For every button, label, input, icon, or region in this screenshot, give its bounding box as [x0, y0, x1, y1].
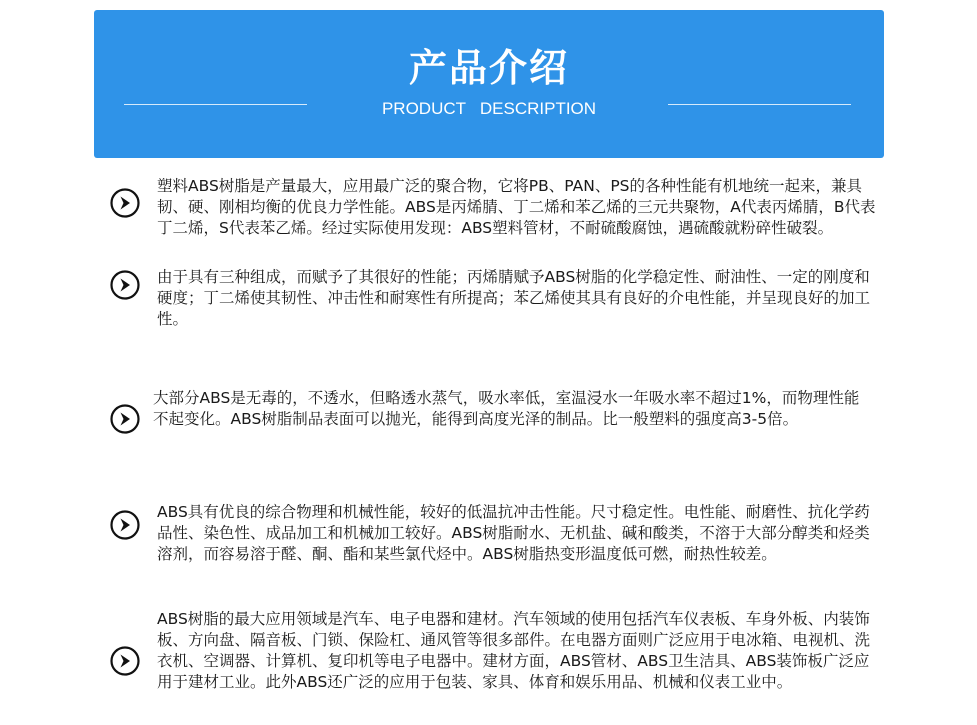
arrow-circle-icon	[110, 404, 140, 434]
header-banner	[94, 10, 884, 158]
paragraph-2: 由于具有三种组成，而赋予了其很好的性能；丙烯腈赋予ABS树脂的化学稳定性、耐油性、一定的刚度和硬度；丁二烯使其韧性、冲击性和耐寒性有所提高；苯乙烯使其具有良好的介电性能，并呈现良好的加工性。	[157, 268, 871, 328]
paragraph-5: ABS树脂的最大应用领域是汽车、电子电器和建材。汽车领域的使用包括汽车仪表板、车身外板、内装饰板、方向盘、隔音板、门锁、保险杠、通风管等很多部件。在电器方面则广泛应用于电冰箱、电视机、洗衣机、空调器、计算机、复印机等电子电器中。建材方面，ABS管材、ABS卫生洁具、ABS装饰板广泛应用于建材工业。此外ABS还广泛的应用于包装、家具、体育和娱乐用品、机械和仪表工业中。	[157, 610, 871, 691]
page-subtitle: PRODUCT DESCRIPTION	[381, 99, 597, 118]
divider-right	[668, 104, 851, 105]
page-title: 产品介绍	[408, 46, 569, 90]
paragraph-3: 大部分ABS是无毒的，不透水，但略透水蒸气，吸水率低，室温浸水一年吸水率不超过1%，而物理性能不起变化。ABS树脂制品表面可以抛光，能得到高度光泽的制品。比一般塑料的强度高3-5倍。	[153, 389, 860, 428]
paragraph-4: ABS具有优良的综合物理和机械性能，较好的低温抗冲击性能。尺寸稳定性。电性能、耐磨性、抗化学药品性、染色性、成品加工和机械加工较好。ABS树脂耐水、无机盐、碱和酸类，不溶于大部分醇类和烃类溶剂，而容易溶于醛、酮、酯和某些氯代烃中。ABS树脂热变形温度低可燃，耐热性较差。	[157, 503, 870, 563]
arrow-circle-icon	[110, 270, 140, 300]
arrow-circle-icon	[110, 646, 140, 676]
arrow-circle-icon	[110, 510, 140, 540]
arrow-circle-icon	[110, 188, 140, 218]
paragraph-1: 塑料ABS树脂是产量最大，应用最广泛的聚合物，它将PB、PAN、PS的各种性能有机地统一起来，兼具韧、硬、刚相均衡的优良力学性能。ABS是丙烯腈、丁二烯和苯乙烯的三元共聚物，A代表丙烯腈，B代表丁二烯，S代表苯乙烯。经过实际使用发现：ABS塑料管材，不耐硫酸腐蚀，遇硫酸就粉碎性破裂。	[157, 177, 876, 237]
